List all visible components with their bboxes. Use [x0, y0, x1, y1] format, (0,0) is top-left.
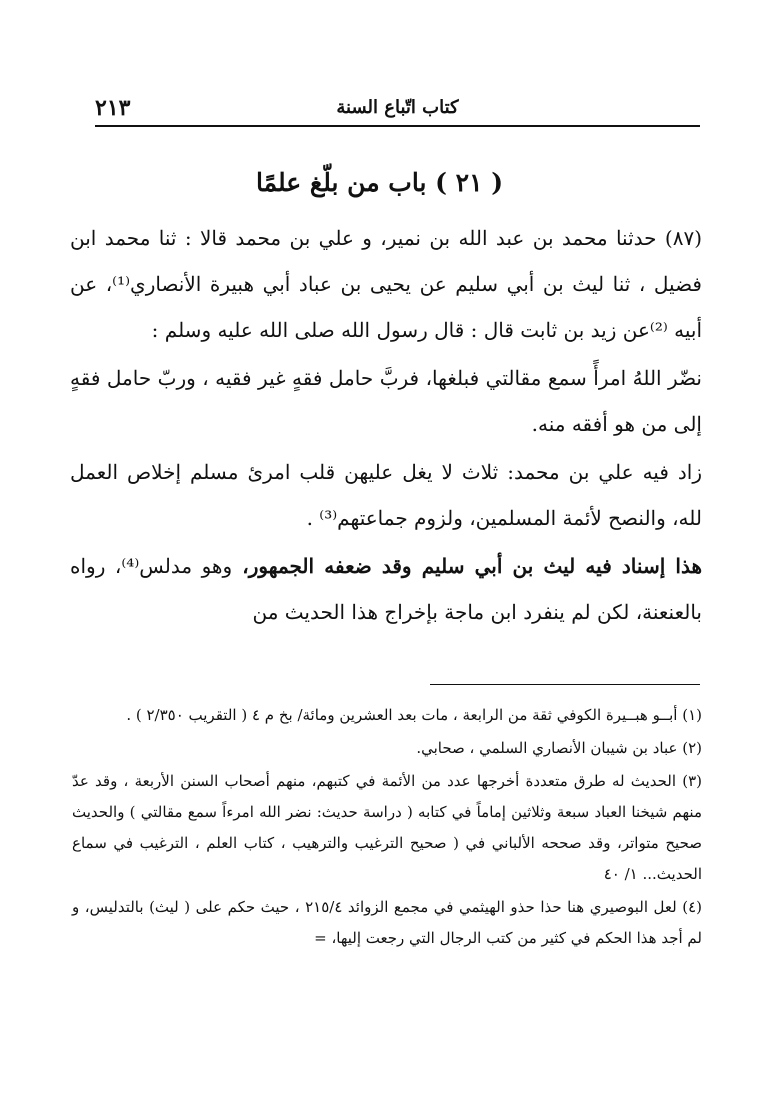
page-number: ٢١٣ [95, 95, 131, 121]
hadith-matn-paragraph: نضّر اللهُ امرأً سمع مقالتي فبلغها، فربَّ حامل فقهٍ غير فقيه ، وربّ حامل فقهٍ إلى من هو أفقه منه. [70, 366, 702, 436]
commentary-bold-text: هذا إسناد فيه ليث بن أبي سليم وقد ضعفه الجمهور، [232, 554, 703, 578]
page-header [95, 95, 700, 127]
footnote-2: (٢) عباد بن شيبان الأنصاري السلمي ، صحابي. [416, 739, 702, 757]
footnotes [72, 700, 702, 956]
hadith-isnad-paragraph: (٨٧) حدثنا محمد بن عبد الله بن نمير، و علي بن محمد قالا : ثنا محمد ابن فضيل ، ثنا ليث بن أبي سليم عن يحيى بن عباد أبي هبيرة الأنصاري⁽¹⁾، عن أبيه ⁽²⁾عن زيد بن ثابت قال : قال رسول الله صلى الله عليه وسلم : [70, 226, 702, 342]
hadith-addition-paragraph: زاد فيه علي بن محمد: ثلاث لا يغل عليهن قلب امرئ مسلم إخلاص العمل لله، والنصح لأئمة المسلمين، ولزوم جماعتهم⁽³⁾ . [70, 460, 702, 530]
commentary-paragraph [70, 543, 702, 635]
footnote-separator [430, 684, 700, 685]
footnote-3: (٣) الحديث له طرق متعددة أخرجها عدد من الأئمة في كتبهم، منهم أصحاب السنن الأربعة ، وقد عدّ منهم شيخنا العباد سبعة وثلاثين إماماً في كتابه ( دراسة حديث: نضر الله امرءاً سمع مقالتي ) والحديث صحيح متواتر، وقد صححه الألباني في ( صحيح الترغيب والترهيب ، كتاب العلم ، الترغيب في سماع الحديث... ١/ ٤٠ [72, 772, 702, 883]
commentary-text: وهو مدلس⁽⁴⁾، رواه بالعنعنة، لكن لم ينفرد ابن ماجة بإخراج هذا الحديث من [70, 554, 702, 624]
chapter-title: ( ٢١ ) باب من بلّغ علمًا [255, 168, 504, 197]
footnote-1: (١) أبــو هبــيرة الكوفي ثقة من الرابعة ، مات بعد العشرين ومائة/ بخ م ٤ ( التقريب ٢/٣٥٠ ) . [126, 706, 702, 724]
footnote-4: (٤) لعل البوصيري هنا حذا حذو الهيثمي في مجمع الزوائد ٢١٥/٤ ، حيث حكم على ( ليث) بالتدليس، و لم أجد هذا الحكم في كثير من كتب الرجال التي رجعت إليها، = [72, 898, 702, 947]
book-title: كتاب اتّباع السنة [336, 97, 459, 118]
main-text [70, 215, 702, 637]
